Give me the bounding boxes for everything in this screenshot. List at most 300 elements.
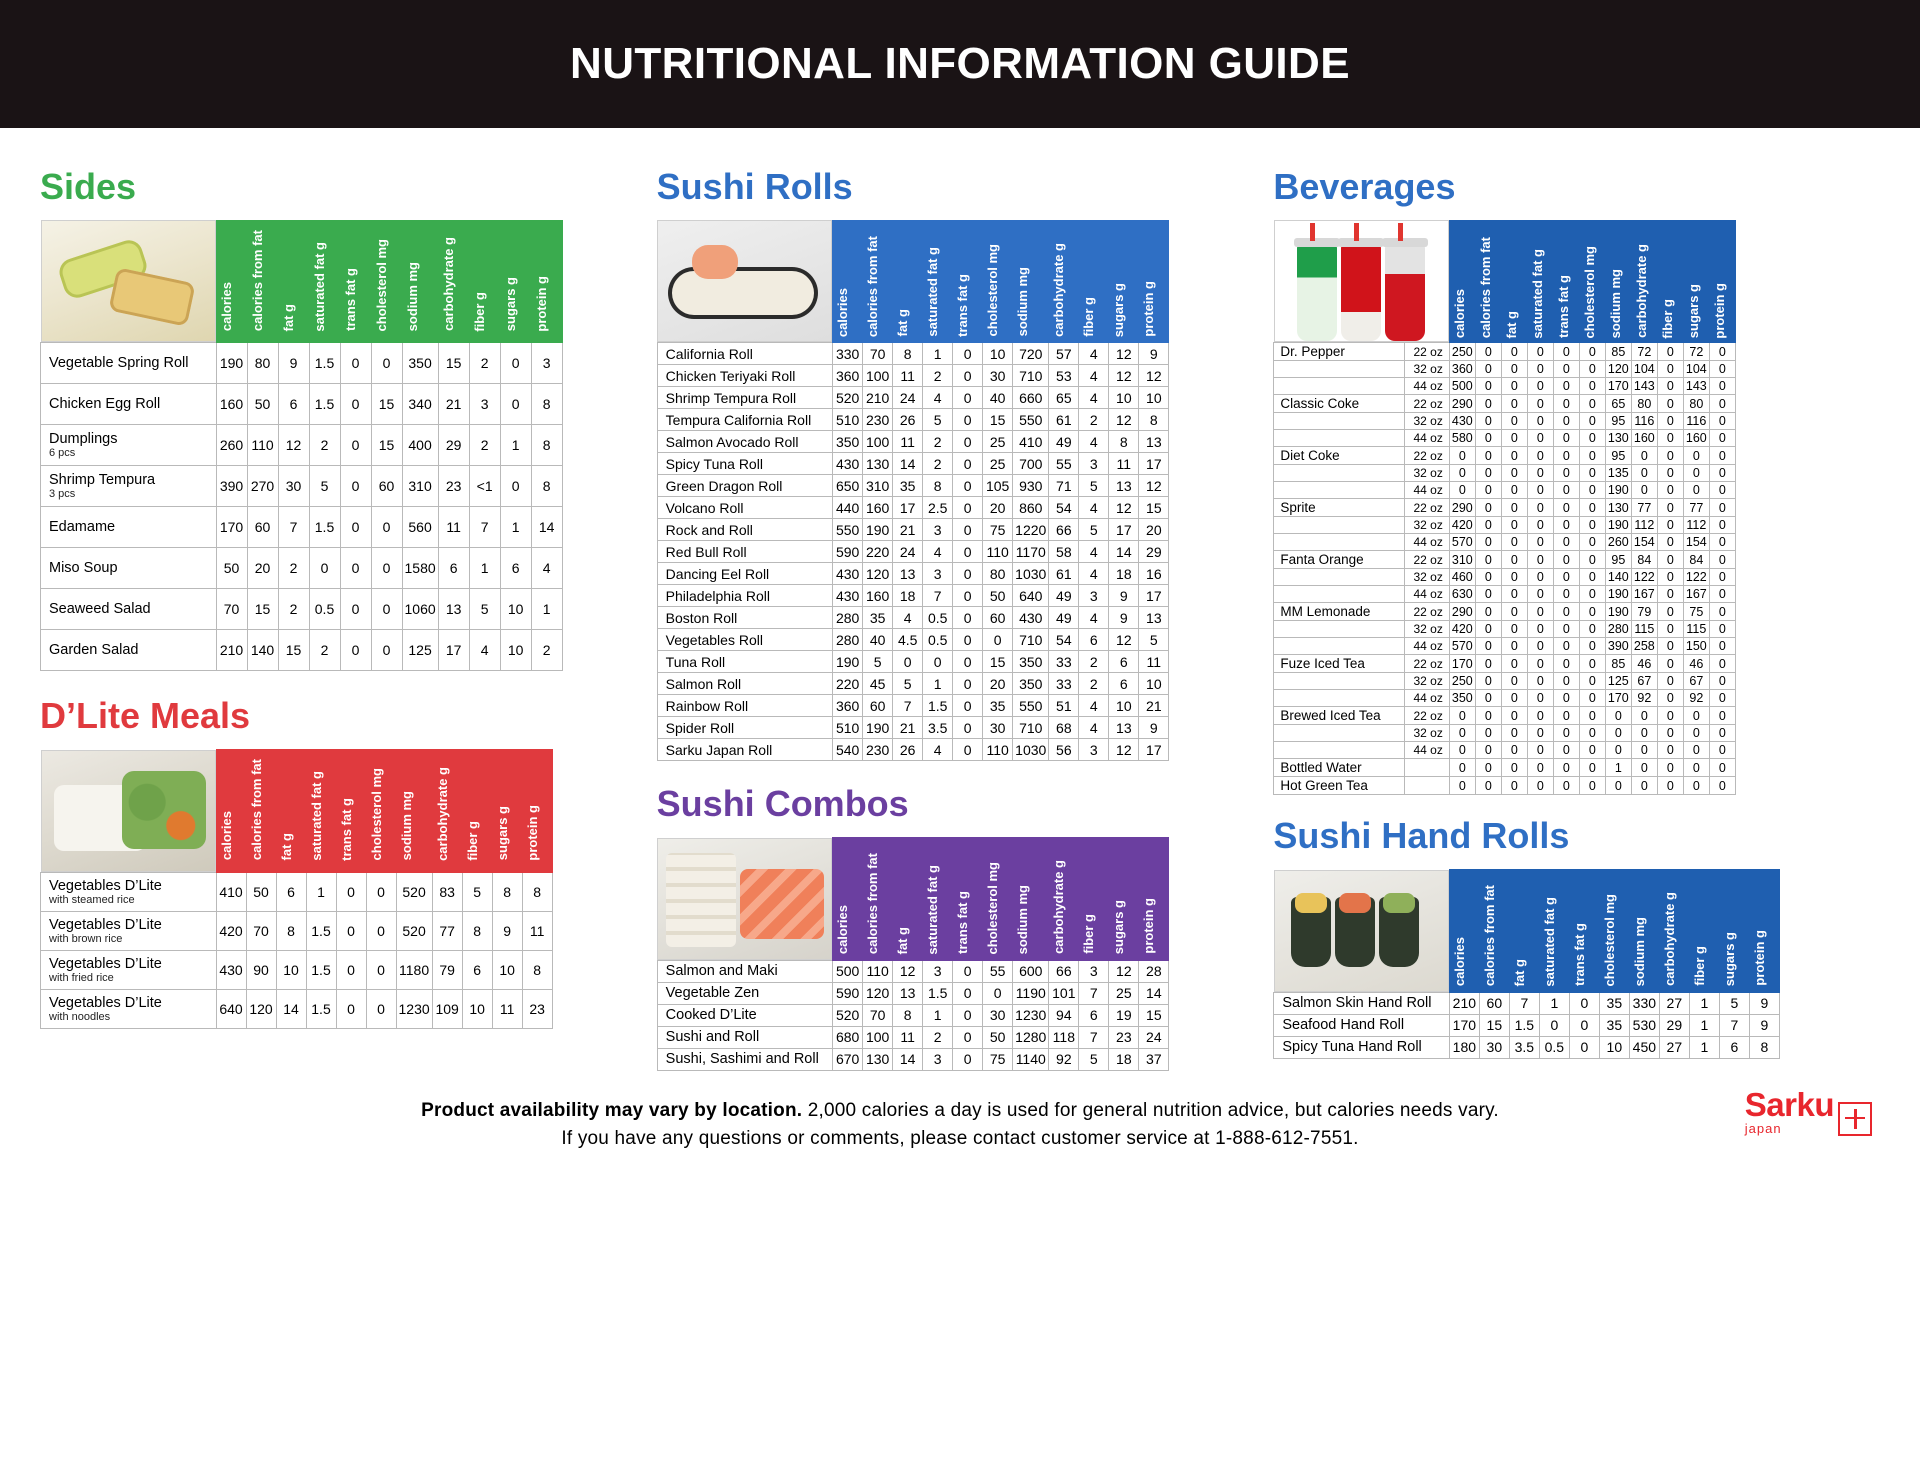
cell-protein-g: 12 [1139, 365, 1169, 387]
cell-saturated-fat-g: 2 [923, 453, 953, 475]
cell-trans-fat-g: 0 [953, 453, 983, 475]
cell-carbohydrate-g: 11 [438, 507, 469, 548]
cell-fat-g: 14 [276, 989, 306, 1028]
cell-fiber-g: 4 [1079, 541, 1109, 563]
cell-calories: 630 [1449, 586, 1475, 603]
cell-calories-from-fat: 70 [863, 1004, 893, 1026]
col-calories: calories [216, 220, 247, 343]
cell-calories: 0 [1449, 759, 1475, 777]
cell-sodium-mg: 125 [1605, 673, 1631, 690]
cell-calories: 190 [216, 343, 247, 384]
cell-sugars-g: 13 [1109, 717, 1139, 739]
col-sodium: sodium mg [1605, 220, 1631, 343]
row-item-name: Tuna Roll [657, 651, 833, 673]
col-protein: protein g [522, 750, 552, 873]
cell-sugars-g: 9 [492, 911, 522, 950]
cell-carbohydrate-g: 66 [1049, 960, 1079, 982]
cell-fiber-g: 1 [1689, 1036, 1719, 1058]
cell-saturated-fat-g: 3.5 [923, 717, 953, 739]
cell-cholesterol-mg: 0 [371, 548, 402, 589]
cell-carbohydrate-g: 49 [1049, 585, 1079, 607]
row-item-name [1274, 569, 1405, 586]
cell-calories-from-fat: 0 [1475, 777, 1501, 795]
cell-cholesterol-mg: 60 [983, 607, 1013, 629]
col-carbohydrate: carbohydrate g [432, 750, 462, 873]
cell-fiber-g: 2 [1079, 409, 1109, 431]
rolls-header-row [657, 220, 1169, 343]
sarku-japan-logo [1744, 1086, 1872, 1136]
cell-calories: 0 [1449, 465, 1475, 482]
col-calories-from-fat: calories from fat [1479, 870, 1509, 993]
table-row [1274, 742, 1736, 759]
cell-cholesterol-mg: 25 [983, 431, 1013, 453]
cell-cholesterol-mg: 30 [983, 717, 1013, 739]
cell-fiber-g: 10 [462, 989, 492, 1028]
cell-calories-from-fat: 60 [1479, 992, 1509, 1014]
cell-sodium-mg: 1230 [396, 989, 432, 1028]
cell-fiber-g: <1 [469, 466, 500, 507]
cell-saturated-fat-g: 0 [1527, 465, 1553, 482]
cell-saturated-fat-g: 2 [923, 1026, 953, 1048]
cell-calories: 500 [833, 960, 863, 982]
cell-calories: 510 [833, 409, 863, 431]
cell-saturated-fat-g: 1.5 [309, 343, 340, 384]
cell-carbohydrate-g: 143 [1631, 378, 1657, 395]
cell-trans-fat-g: 0 [953, 1048, 983, 1070]
table-row [1274, 638, 1736, 655]
cell-carbohydrate-g: 71 [1049, 475, 1079, 497]
cell-calories-from-fat: 230 [863, 409, 893, 431]
cell-fiber-g: 0 [1657, 621, 1683, 638]
cell-calories: 170 [1449, 655, 1475, 673]
cell-fiber-g: 4 [1079, 343, 1109, 365]
row-item-name: Philadelphia Roll [657, 585, 833, 607]
beverages-table [1273, 220, 1736, 796]
cell-calories-from-fat: 120 [863, 982, 893, 1004]
cell-saturated-fat-g: 0 [1527, 395, 1553, 413]
cell-fat-g: 0 [1501, 586, 1527, 603]
cell-carbohydrate-g: 104 [1631, 361, 1657, 378]
cell-saturated-fat-g: 0 [1527, 759, 1553, 777]
col-carbohydrate: carbohydrate g [1659, 870, 1689, 993]
col-fiber: fiber g [1689, 870, 1719, 993]
row-item-size: 32 oz [1405, 361, 1449, 378]
cell-fat-g: 3.5 [1509, 1036, 1539, 1058]
table-row [1274, 551, 1736, 569]
cell-cholesterol-mg: 50 [983, 1026, 1013, 1048]
row-item-name: Seaweed Salad [41, 589, 217, 630]
cell-trans-fat-g: 0 [953, 1026, 983, 1048]
row-item-name: Salmon Avocado Roll [657, 431, 833, 453]
table-row [657, 960, 1169, 982]
cell-sodium-mg: 260 [1605, 534, 1631, 551]
cell-calories: 570 [1449, 534, 1475, 551]
cell-carbohydrate-g: 0 [1631, 447, 1657, 465]
cell-saturated-fat-g: 1 [1539, 992, 1569, 1014]
cell-carbohydrate-g: 94 [1049, 1004, 1079, 1026]
col-trans-fat: trans fat g [336, 750, 366, 873]
cell-fat-g: 0 [1501, 465, 1527, 482]
cell-calories: 220 [833, 673, 863, 695]
cell-saturated-fat-g: 0 [1527, 777, 1553, 795]
cell-cholesterol-mg: 0 [1579, 534, 1605, 551]
page-body [0, 128, 1920, 1154]
sides-table [40, 220, 563, 672]
table-row [657, 519, 1169, 541]
cell-fiber-g: 2 [469, 425, 500, 466]
cell-carbohydrate-g: 29 [438, 425, 469, 466]
cell-protein-g: 13 [1139, 607, 1169, 629]
cell-fat-g: 0 [1501, 655, 1527, 673]
cell-sodium-mg: 85 [1605, 655, 1631, 673]
row-item-size: 32 oz [1405, 621, 1449, 638]
cell-saturated-fat-g: 0 [1527, 482, 1553, 499]
row-item-size: 22 oz [1405, 343, 1449, 361]
cell-saturated-fat-g: 0 [1527, 534, 1553, 551]
cell-cholesterol-mg: 30 [983, 365, 1013, 387]
cell-saturated-fat-g: 0 [1527, 638, 1553, 655]
cell-fat-g: 4.5 [893, 629, 923, 651]
row-item-name: Salmon and Maki [657, 960, 833, 982]
col-calories: calories [833, 220, 863, 343]
cell-calories-from-fat: 15 [1479, 1014, 1509, 1036]
cell-carbohydrate-g: 118 [1049, 1026, 1079, 1048]
cell-calories: 0 [1449, 447, 1475, 465]
row-item-name: Edamame [41, 507, 217, 548]
cell-sugars-g: 6 [1719, 1036, 1749, 1058]
cell-calories: 190 [833, 651, 863, 673]
cell-fiber-g: 0 [1657, 603, 1683, 621]
cell-fiber-g: 0 [1657, 413, 1683, 430]
cell-calories: 350 [1449, 690, 1475, 707]
handrolls-header-row [1274, 870, 1780, 993]
cell-carbohydrate-g: 17 [438, 630, 469, 671]
cell-fiber-g: 0 [1657, 482, 1683, 499]
table-row [657, 343, 1169, 365]
cell-sugars-g: 6 [1109, 651, 1139, 673]
cell-carbohydrate-g: 0 [1631, 777, 1657, 795]
cell-saturated-fat-g: 0 [1527, 690, 1553, 707]
cell-sodium-mg: 310 [402, 466, 438, 507]
cell-fat-g: 0 [1501, 638, 1527, 655]
row-item-name [1274, 725, 1405, 742]
cell-carbohydrate-g: 122 [1631, 569, 1657, 586]
cell-sugars-g: 0 [500, 384, 531, 425]
cell-calories: 290 [1449, 603, 1475, 621]
cell-cholesterol-mg: 0 [371, 630, 402, 671]
cell-protein-g: 9 [1139, 343, 1169, 365]
cell-saturated-fat-g: 0 [1527, 569, 1553, 586]
footer-line2: If you have any questions or comments, please contact customer service at 1-888-612-7551. [561, 1128, 1359, 1150]
cell-trans-fat-g: 0 [953, 739, 983, 761]
col-carbohydrate: carbohydrate g [1049, 220, 1079, 343]
cell-calories-from-fat: 0 [1475, 621, 1501, 638]
row-item-name: Chicken Teriyaki Roll [657, 365, 833, 387]
row-item-name: Rainbow Roll [657, 695, 833, 717]
cell-fiber-g: 0 [1657, 569, 1683, 586]
cell-sodium-mg: 130 [1605, 430, 1631, 447]
cell-cholesterol-mg: 50 [983, 585, 1013, 607]
cell-calories: 650 [833, 475, 863, 497]
cell-sodium-mg: 190 [1605, 517, 1631, 534]
cell-protein-g: 9 [1749, 1014, 1779, 1036]
cell-saturated-fat-g: 1.5 [309, 507, 340, 548]
table-row [1274, 992, 1780, 1014]
cell-calories-from-fat: 310 [863, 475, 893, 497]
table-row [1274, 1036, 1780, 1058]
cell-cholesterol-mg: 75 [983, 519, 1013, 541]
col-fiber: fiber g [1079, 838, 1109, 961]
cell-fat-g: 0 [1501, 447, 1527, 465]
cell-carbohydrate-g: 116 [1631, 413, 1657, 430]
cell-calories-from-fat: 270 [247, 466, 278, 507]
cell-cholesterol-mg: 60 [371, 466, 402, 507]
logo-subword: japan [1744, 1120, 1782, 1136]
cell-sodium-mg: 660 [1013, 387, 1049, 409]
cell-carbohydrate-g: 0 [1631, 759, 1657, 777]
cell-sodium-mg: 710 [1013, 717, 1049, 739]
cell-sodium-mg: 280 [1605, 621, 1631, 638]
cell-sodium-mg: 130 [1605, 499, 1631, 517]
cell-fat-g: 13 [893, 563, 923, 585]
cell-calories-from-fat: 0 [1475, 378, 1501, 395]
cell-saturated-fat-g: 0 [1527, 447, 1553, 465]
col-saturated-fat: saturated fat g [1527, 220, 1553, 343]
cell-fat-g: 14 [893, 1048, 923, 1070]
row-item-name [1274, 430, 1405, 447]
col-fat: fat g [893, 220, 923, 343]
dlite-table [40, 749, 553, 1029]
cell-protein-g: 9 [1139, 717, 1169, 739]
cell-sugars-g: 160 [1683, 430, 1709, 447]
cell-calories-from-fat: 160 [863, 585, 893, 607]
cell-fiber-g: 3 [469, 384, 500, 425]
footer-note [40, 1097, 1880, 1154]
cell-calories-from-fat: 140 [247, 630, 278, 671]
cell-calories: 0 [1449, 707, 1475, 725]
row-item-subtitle: 6 pcs [49, 447, 76, 460]
row-item-name: Cooked D’Lite [657, 1004, 833, 1026]
cell-calories-from-fat: 50 [247, 384, 278, 425]
cell-fiber-g: 5 [462, 872, 492, 911]
row-item-name: Volcano Roll [657, 497, 833, 519]
table-row [657, 387, 1169, 409]
cell-fiber-g: 0 [1657, 673, 1683, 690]
cell-fiber-g: 0 [1657, 430, 1683, 447]
cell-cholesterol-mg: 0 [1579, 395, 1605, 413]
cell-carbohydrate-g: 72 [1631, 343, 1657, 361]
cell-sodium-mg: 1190 [1013, 982, 1049, 1004]
cell-saturated-fat-g: 1 [923, 343, 953, 365]
row-item-name: Dr. Pepper [1274, 343, 1405, 361]
row-item-name: Vegetables D’Lite with brown rice [41, 911, 217, 950]
cell-cholesterol-mg: 0 [1579, 343, 1605, 361]
cell-calories: 430 [1449, 413, 1475, 430]
cell-carbohydrate-g: 56 [1049, 739, 1079, 761]
cell-carbohydrate-g: 67 [1631, 673, 1657, 690]
row-item-name: Seafood Hand Roll [1274, 1014, 1450, 1036]
table-row [41, 872, 553, 911]
cell-fat-g: 10 [276, 950, 306, 989]
cell-fiber-g: 3 [1079, 585, 1109, 607]
row-item-name: Sushi and Roll [657, 1026, 833, 1048]
cell-fat-g: 0 [1501, 395, 1527, 413]
cell-protein-g: 37 [1139, 1048, 1169, 1070]
cell-calories: 430 [833, 453, 863, 475]
cell-calories: 460 [1449, 569, 1475, 586]
cell-protein-g: 14 [531, 507, 562, 548]
cell-saturated-fat-g: 0 [1527, 621, 1553, 638]
cell-sodium-mg: 860 [1013, 497, 1049, 519]
cell-calories-from-fat: 100 [863, 365, 893, 387]
cell-fiber-g: 0 [1657, 465, 1683, 482]
cell-carbohydrate-g: 160 [1631, 430, 1657, 447]
cell-cholesterol-mg: 35 [1599, 1014, 1629, 1036]
cell-fat-g: 11 [893, 1026, 923, 1048]
cell-fat-g: 0 [1501, 673, 1527, 690]
cell-sugars-g: 0 [1683, 742, 1709, 759]
cell-calories: 280 [833, 629, 863, 651]
cell-protein-g: 0 [1709, 569, 1735, 586]
table-row [1274, 603, 1736, 621]
cell-calories-from-fat: 0 [1475, 430, 1501, 447]
cell-carbohydrate-g: 61 [1049, 409, 1079, 431]
cell-trans-fat-g: 0 [1553, 447, 1579, 465]
column-left [40, 168, 647, 1071]
cell-fiber-g: 0 [1657, 378, 1683, 395]
cell-protein-g: 4 [531, 548, 562, 589]
cell-calories: 520 [833, 1004, 863, 1026]
cell-calories-from-fat: 60 [247, 507, 278, 548]
cell-sodium-mg: 170 [1605, 378, 1631, 395]
cell-calories-from-fat: 0 [1475, 534, 1501, 551]
row-item-name: Spider Roll [657, 717, 833, 739]
cell-calories-from-fat: 60 [863, 695, 893, 717]
cell-trans-fat-g: 0 [1553, 413, 1579, 430]
cell-fiber-g: 0 [1657, 447, 1683, 465]
cell-sugars-g: 10 [500, 630, 531, 671]
cell-sodium-mg: 390 [1605, 638, 1631, 655]
table-row [657, 365, 1169, 387]
cell-calories: 360 [833, 695, 863, 717]
cell-calories-from-fat: 0 [1475, 690, 1501, 707]
table-row [657, 1004, 1169, 1026]
cell-fat-g: 8 [893, 1004, 923, 1026]
cell-fiber-g: 4 [1079, 431, 1109, 453]
row-item-name: Fuze Iced Tea [1274, 655, 1405, 673]
cell-carbohydrate-g: 80 [1631, 395, 1657, 413]
cell-fat-g: 0 [893, 651, 923, 673]
cell-cholesterol-mg: 110 [983, 739, 1013, 761]
table-row [657, 1026, 1169, 1048]
cell-trans-fat-g: 0 [953, 651, 983, 673]
cell-fat-g: 0 [1501, 361, 1527, 378]
cell-trans-fat-g: 0 [953, 585, 983, 607]
cell-calories-from-fat: 0 [1475, 603, 1501, 621]
cell-saturated-fat-g: 0 [923, 651, 953, 673]
cell-carbohydrate-g: 0 [1631, 707, 1657, 725]
cell-calories: 420 [1449, 517, 1475, 534]
cell-fat-g: 12 [893, 960, 923, 982]
cup-diet-coke-icon [1385, 245, 1425, 341]
cell-fat-g: 2 [278, 589, 309, 630]
cell-cholesterol-mg: 0 [1579, 499, 1605, 517]
cell-sodium-mg: 85 [1605, 343, 1631, 361]
cell-trans-fat-g: 0 [953, 960, 983, 982]
row-item-name [1274, 690, 1405, 707]
cell-calories-from-fat: 120 [863, 563, 893, 585]
cell-fiber-g: 0 [1657, 586, 1683, 603]
cell-fat-g: 6 [278, 384, 309, 425]
col-trans-fat: trans fat g [1569, 870, 1599, 993]
cell-protein-g: 0 [1709, 777, 1735, 795]
col-calories: calories [1449, 870, 1479, 993]
cell-cholesterol-mg: 0 [1579, 707, 1605, 725]
cell-carbohydrate-g: 79 [1631, 603, 1657, 621]
cell-fiber-g: 1 [1689, 1014, 1719, 1036]
section-title-dlite: D’Lite Meals [40, 695, 251, 737]
cell-saturated-fat-g: 0.5 [923, 629, 953, 651]
cell-sodium-mg: 520 [396, 872, 432, 911]
cell-sugars-g: 12 [1109, 960, 1139, 982]
col-protein: protein g [1139, 220, 1169, 343]
page-header [0, 0, 1920, 128]
cell-sugars-g: 18 [1109, 1048, 1139, 1070]
row-item-size: 22 oz [1405, 499, 1449, 517]
cell-saturated-fat-g: 0.5 [309, 589, 340, 630]
row-item-subtitle: 3 pcs [49, 488, 76, 501]
col-cholesterol: cholesterol mg [371, 220, 402, 343]
cell-trans-fat-g: 0 [953, 673, 983, 695]
cell-saturated-fat-g: 0 [1527, 430, 1553, 447]
cell-fat-g: 8 [276, 911, 306, 950]
cell-calories-from-fat: 190 [863, 717, 893, 739]
cell-trans-fat-g: 0 [1553, 725, 1579, 742]
cell-saturated-fat-g: 1.5 [306, 950, 336, 989]
cell-calories: 0 [1449, 482, 1475, 499]
cell-sugars-g: 9 [1109, 585, 1139, 607]
cell-protein-g: 17 [1139, 739, 1169, 761]
cell-calories: 420 [216, 911, 246, 950]
cell-fat-g: 2 [278, 548, 309, 589]
cell-sodium-mg: 95 [1605, 551, 1631, 569]
cell-carbohydrate-g: 55 [1049, 453, 1079, 475]
column-right [1263, 168, 1880, 1071]
cell-carbohydrate-g: 0 [1631, 725, 1657, 742]
col-calories-from-fat: calories from fat [246, 750, 276, 873]
cell-sugars-g: 1 [500, 425, 531, 466]
cell-fat-g: 0 [1501, 690, 1527, 707]
cell-calories: 70 [216, 589, 247, 630]
cell-protein-g: 1 [531, 589, 562, 630]
col-calories-from-fat: calories from fat [863, 838, 893, 961]
cell-saturated-fat-g: 0 [1527, 517, 1553, 534]
cell-sodium-mg: 550 [1013, 695, 1049, 717]
cell-sodium-mg: 330 [1629, 992, 1659, 1014]
table-row [41, 911, 553, 950]
cell-trans-fat-g: 0 [340, 507, 371, 548]
cell-protein-g: 28 [1139, 960, 1169, 982]
combos-header-row [657, 838, 1169, 961]
cell-protein-g: 8 [531, 466, 562, 507]
cell-calories-from-fat: 0 [1475, 759, 1501, 777]
cell-protein-g: 0 [1709, 673, 1735, 690]
cell-calories: 0 [1449, 725, 1475, 742]
table-row [657, 673, 1169, 695]
cell-protein-g: 5 [1139, 629, 1169, 651]
row-item-name: Shrimp Tempura 3 pcs [41, 466, 217, 507]
cell-sugars-g: 112 [1683, 517, 1709, 534]
